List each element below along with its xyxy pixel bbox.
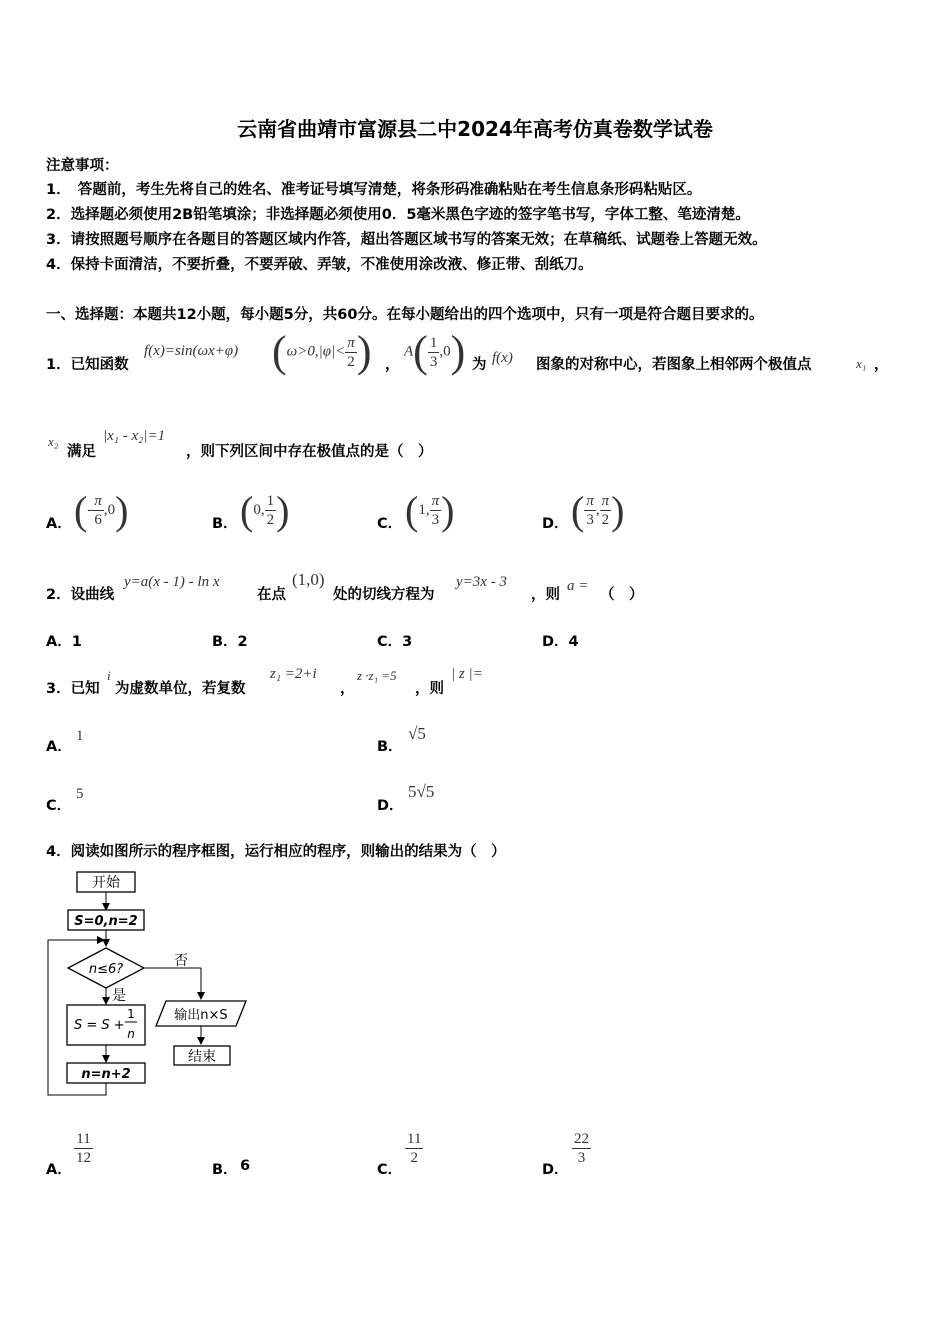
q1-mid1: 为 [472,357,487,373]
q1-a-num: π [94,493,102,509]
q4-option-c-label[interactable]: C． [377,1162,403,1178]
q1-comma: ， [385,357,400,373]
q3-option-c-value[interactable]: 5 [76,786,84,802]
flow-yes: 是 [112,988,126,1004]
notice-item: 3．请按照题号顺序在各题目的答题区域内作答，超出答题区域书写的答案无效；在草稿纸、试题卷上答题无效。 [46,232,767,248]
q4-c-den: 2 [410,1150,418,1166]
flow-update-den: n [127,1027,135,1041]
q1-cond-text: ω>0,|φ|< [286,343,346,360]
q1-c-pre: 1, [418,502,430,518]
q1-func: f(x)=sin(ωx+φ) [144,343,239,359]
q2-curve: y=a(x - 1) - ln x [124,574,220,590]
q1-c-num: π [431,493,440,509]
flow-start: 开始 [92,875,120,891]
q3-z1: z₁ =2+i [270,666,317,682]
q1-point-a: A( $\frac{1}{3}$ ,0) [404,327,466,376]
q2-option-d[interactable]: D．4 [542,634,579,650]
flow-output: 输出n×S [174,1008,228,1023]
q1-endcomma: ， [874,357,889,373]
q1-option-d-label[interactable]: D． [542,516,569,532]
q1-lead: 1．已知函数 [46,357,129,373]
q2-point: (1,0) [292,570,325,589]
q1-b-den: 2 [266,512,275,528]
q3-option-b-value[interactable]: √5 [408,724,426,743]
q1-option-b-value[interactable]: (0, $\frac{1}{2}$ ) [240,488,290,533]
flowchart [40,866,260,1106]
section-heading: 一、选择题：本题共12小题，每小题5分，共60分。在每小题给出的四个选项中，只有一项是符合题目要求的。 [46,307,764,323]
q2-option-c[interactable]: C．3 [377,634,413,650]
q4-c-num: 11 [407,1131,422,1147]
q2-then: ，则 [531,587,560,603]
q1-d-num1: π [586,493,594,509]
q1-three: 3 [429,353,438,370]
q1-d-num2: π [601,493,610,509]
q1-abs-expr: |x₁ - x₂|=1 [103,428,166,444]
flow-init: S=0,n=2 [74,914,138,929]
q2-lead: 2．设曲线 [46,587,115,603]
flow-end: 结束 [188,1049,216,1065]
q1-zero: ,0 [439,343,451,360]
q1-a-den: 6 [94,512,102,528]
q1-a-post: ,0 [103,502,116,518]
page-title: 云南省曲靖市富源县二中2024年高考仿真卷数学试卷 [237,117,713,141]
q4-option-b-value[interactable]: 6 [240,1158,251,1174]
q2-mid: 处的切线方程为 [333,587,435,603]
q3-then: ，则 [415,681,444,697]
q1-b-num: 1 [266,493,275,509]
q3-mid: 为虚数单位，若复数 [115,681,246,697]
notice-item: 1． 答题前，考生先将自己的姓名、准考证号填写清楚，将条形码准确粘贴在考生信息条形码粘贴区。 [46,182,702,198]
q1-d-den2: 2 [601,512,610,528]
q1-fx: f(x) [492,350,513,366]
q4-option-d-label[interactable]: D． [542,1162,569,1178]
q2-tail: （ ） [600,587,644,603]
q4-option-a-value[interactable] [74,1130,93,1167]
q1-condition: (ω>0,|φ|< $\frac{\pi}{2}$ ) [272,327,372,376]
q1-option-a-label[interactable]: A． [46,516,72,532]
q3-option-b-label[interactable]: B． [377,739,403,755]
q4-lead: 4．阅读如图所示的程序框图，运行相应的程序，则输出的结果为（ ） [46,844,506,860]
q1-d-den1: 3 [586,512,594,528]
q3-lead: 3．已知 [46,681,100,697]
q4-option-b-label[interactable]: B． [212,1162,238,1178]
q3-i: i [107,668,111,683]
q1-two: 2 [347,353,355,370]
q1-option-c-value[interactable]: (1, $\frac{\pi}{3}$ ) [405,488,455,533]
q4-option-a-label[interactable]: A． [46,1162,72,1178]
q4-option-c-value[interactable] [405,1130,423,1167]
flow-update-s: S = S + [74,1018,125,1033]
notice-item: 4．保持卡面清洁，不要折叠，不要弄破、弄皱，不准使用涂改液、修正带、刮纸刀。 [46,257,593,273]
q1-b-pre: 0, [253,502,265,518]
q2-option-b[interactable]: B．2 [212,634,248,650]
q1-pi: π [347,334,355,351]
q4-d-num: 22 [574,1131,589,1147]
q1-one: 1 [429,334,438,351]
q1-mid2: 图象的对称中心，若图象上相邻两个极值点 [536,357,812,373]
q1-x2: x₂ [48,434,59,449]
q3-option-a-label[interactable]: A． [46,739,72,755]
q4-d-den: 3 [577,1150,586,1166]
q1-option-c-label[interactable]: C． [377,516,403,532]
q3-product: z ·z₁ =5 [357,668,397,683]
flow-cond: n≤6? [88,962,124,977]
q1-option-d-value[interactable]: ( $\frac{\pi}{3}$ , $\frac{\pi}{2}$ ) [571,488,625,533]
q1-option-a-value[interactable]: (- $\frac{\pi}{6}$ ,0) [74,488,129,533]
q1-tail: ，则下列区间中存在极值点的是（ ） [186,444,433,460]
q3-option-c-label[interactable]: C． [46,798,72,814]
flow-update-num: 1 [127,1007,135,1021]
q1-satisfy: 满足 [67,444,96,460]
q2-option-a[interactable]: A．1 [46,634,82,650]
q3-option-a-value[interactable]: 1 [76,728,84,744]
q1-c-den: 3 [431,512,440,528]
q3-comma: ， [340,681,355,697]
q4-a-den: 12 [76,1150,91,1166]
q2-a: a = [567,578,589,594]
q4-a-num: 11 [74,1130,93,1149]
q1-point-label: A [404,343,414,360]
notice-item: 2．选择题必须使用2B铅笔填涂；非选择题必须使用0．5毫米黑色字迹的签字笔书写，字体工整、笔迹清楚。 [46,207,750,223]
q1-option-b-label[interactable]: B． [212,516,238,532]
notice-heading: 注意事项： [46,158,119,174]
q2-tangent: y=3x - 3 [456,574,507,590]
q1-x1: x₁ [856,356,867,371]
q3-absz: | z |= [451,666,483,682]
flow-no: 否 [174,953,188,969]
q3-option-d-value[interactable]: 5√5 [408,782,435,801]
q1-a-pre: - [87,502,93,518]
q3-option-d-label[interactable]: D． [377,798,404,814]
q4-option-d-value[interactable] [572,1130,591,1167]
flow-incr: n=n+2 [81,1067,131,1082]
q2-at: 在点 [257,587,286,603]
